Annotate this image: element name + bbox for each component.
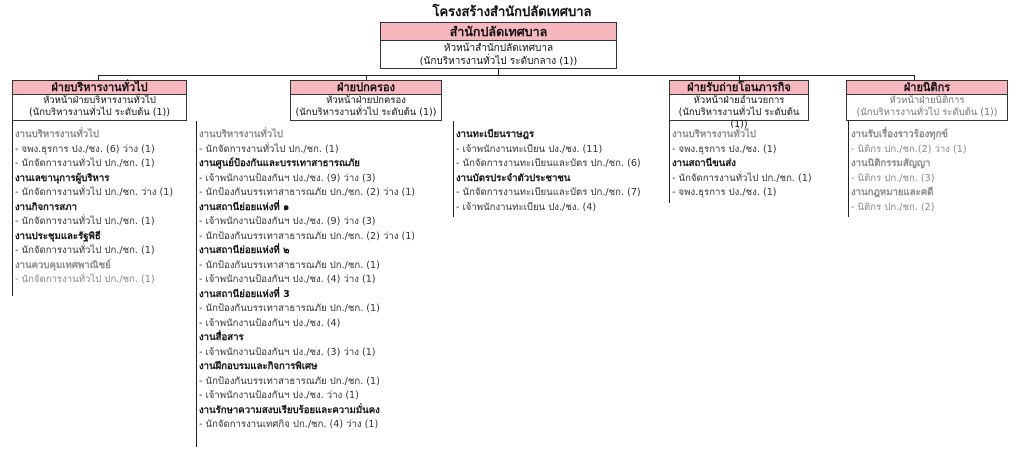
position-item: - นักป้องกันบรรเทาสาธารณภัย ปก./ชก. (2) ว่าง (1) [199,230,416,242]
position-item: - เจ้าพนักงานป้องกันฯ ปง./ชง. (9) ว่าง (3) [199,216,376,227]
position-item: - นักจัดการงานทั่วไป ปก./ชก. (1) [15,216,155,227]
position-item: - นิติกร ปก./ชก. (2) [851,201,935,213]
box-administration [290,80,442,121]
position-item: - นักจัดการงานทะเบียนและบัตร ปก./ชก. (6) [456,158,641,169]
box-line2: (นักบริหารงานทั่วไป ระดับกลาง (1)) [419,56,578,67]
section-heading: งานบริหารงานทั่วไป [15,129,99,140]
box-header: ฝ่ายรับถ่ายโอนภารกิจ [670,81,808,95]
position-item: - นักป้องกันบรรเทาสาธารณภัย ปก./ชก. (1) [199,259,380,271]
section-heading: งานกิจการสภา [15,201,77,213]
section-heading: งานสถานีย่อยแห่งที่ ๒ [199,245,290,256]
box-transferred-mission [669,80,809,130]
position-item: - นักจัดการงานทะเบียนและบัตร ปก./ชก. (7) [456,187,641,198]
position-item: - นักจัดการงานทั่วไป ปก./ชก. ว่าง (1) [15,187,174,198]
position-item: - นักจัดการงานทั่วไป ปก./ชก. (1) [15,245,155,256]
position-item: - นิติกร ปก./ชก. (3) [851,172,935,184]
section-heading: งานสถานีย่อยแห่งที่ 3 [199,288,290,300]
position-item: - นักจัดการงานเทศกิจ ปก./ชก. (4) ว่าง (1) [199,419,379,430]
section-heading: งานสื่อสาร [199,332,244,343]
box-line2: (นักบริหารงานทั่วไป ระดับต้น (1)) [29,107,170,118]
position-item: - จพง.ธุรการ ปง./ชง. (6) ว่าง (1) [15,143,155,155]
tasks-registration [456,128,641,215]
branch-col5 [848,121,849,217]
position-item: - นิติกร ปก./ชก.(2) ว่าง (1) [851,143,967,155]
box-general-admin [12,80,187,121]
section-heading: งานฝึกอบรมและกิจการพิเศษ [199,361,318,372]
box-header: สำนักปลัดเทศบาล [381,23,616,41]
position-item: - เจ้าพนักงานป้องกันฯ ปง./ชง. (9) ว่าง (3) [199,172,376,184]
tasks-administration [199,128,415,433]
box-header: ฝ่ายบริหารงานทั่วไป [13,81,186,95]
box-line1: หัวหน้าฝ่ายอำนวยการ [693,95,785,106]
section-heading: งานสถานีย่อยแห่งที่ ๑ [199,201,290,213]
position-item: - เจ้าพนักงานป้องกันฯ ปง./ชง. ว่าง (1) [199,390,359,401]
section-heading: งานรับเรื่องราวร้องทุกข์ [851,129,948,140]
position-item: - นักป้องกันบรรเทาสาธารณภัย ปก./ชก. (2) ว่าง (1) [199,187,416,198]
position-item: - นักจัดการงานทั่วไป ปก./ชก. (1) [15,274,155,285]
position-item: - เจ้าพนักงานทะเบียน ปง./ชง. (11) [456,143,603,155]
position-item: - เจ้าพนักงานทะเบียน ปง./ชง. (4) [456,201,597,213]
position-item: - เจ้าพนักงานป้องกันฯ ปง./ชง. (4) ว่าง (1) [199,274,376,285]
position-item: - จพง.ธุรการ ปง./ชง. (1) [672,143,777,155]
section-heading: งานศูนย์ป้องกันและบรรเทาสาธารณภัย [199,158,360,169]
section-heading: งานประชุมและรัฐพิธี [15,230,101,242]
section-heading: งานนิติกรรมสัญญา [851,158,931,169]
box-legal [846,80,1008,121]
box-line2: (นักบริหารงานทั่วไป ระดับต้น (1)) [678,107,800,130]
section-heading: งานทะเบียนราษฎร [456,129,535,140]
box-line1: หัวหน้าฝ่ายปกครอง [326,95,406,106]
box-line1: หัวหน้าฝ่ายบริหารงานทั่วไป [43,95,156,106]
branch-col1 [12,121,13,296]
connector-horizontal [98,75,915,76]
box-line1: หัวหน้าฝ่ายนิติการ [889,95,965,106]
position-item: - นักจัดการงานทั่วไป ปก./ชก. (1) [672,172,812,184]
box-office-of-municipal-clerk [380,22,617,69]
box-line2: (นักบริหารงานทั่วไป ระดับต้น (1)) [295,107,437,118]
tasks-legal [851,128,967,215]
box-header: ฝ่ายนิติกร [847,81,1007,95]
section-heading: งานรักษาความสงบเรียบร้อยและความมั่นคง [199,404,380,416]
section-heading: งานสถานีขนส่ง [672,158,736,169]
branch-col3 [453,121,454,217]
section-heading: งานควบคุมเทศพาณิชย์ [15,259,111,271]
position-item: - นักป้องกันบรรเทาสาธารณภัย ปก./ชก. (1) [199,303,380,314]
position-item: - เจ้าพนักงานป้องกันฯ ปง./ชง. (4) [199,317,341,329]
page-title: โครงสร้างสำนักปลัดเทศบาล [432,5,592,20]
section-heading: งานบัตรประจำตัวประชาชน [456,172,571,184]
section-heading: งานกฎหมายและคดี [851,187,934,198]
tasks-transferred-mission [672,128,812,201]
box-line1: หัวหน้าสำนักปลัดเทศบาล [443,43,554,54]
box-header: ฝ่ายปกครอง [291,81,441,95]
position-item: - นักจัดการงานทั่วไป ปก./ชก. (1) [199,143,339,155]
branch-col4 [669,121,670,203]
position-item: - เจ้าพนักงานป้องกันฯ ปง./ชง. (3) ว่าง (1) [199,346,376,358]
section-heading: งานเลขานุการผู้บริหาร [15,172,110,184]
section-heading: งานบริหารงานทั่วไป [199,129,283,140]
box-line2: (นักบริหารงานทั่วไป ระดับต้น (1)) [856,107,998,118]
position-item: - นักจัดการงานทั่วไป ปก./ชก. (1) [15,158,155,169]
position-item: - นักป้องกันบรรเทาสาธารณภัย ปก./ชก. (1) [199,375,380,387]
position-item: - จพง.ธุรการ ปง./ชง. (1) [672,187,777,198]
branch-col2 [196,121,197,447]
section-heading: งานบริหารงานทั่วไป [672,129,756,140]
tasks-general-admin [15,128,173,288]
